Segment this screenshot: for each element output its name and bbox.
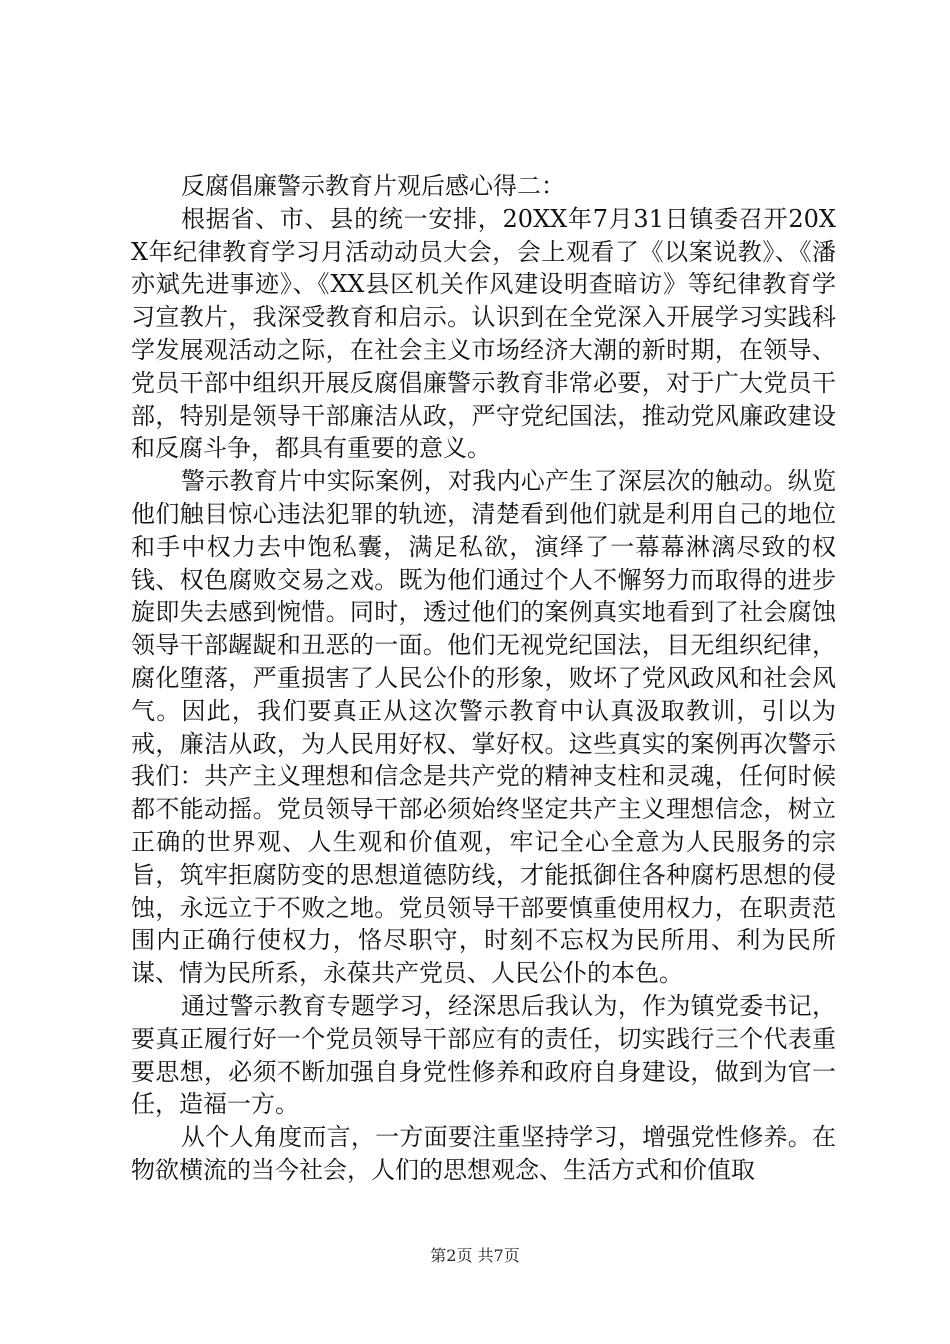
paragraph-2: 警示教育片中实际案例，对我内心产生了深层次的触动。纵览他们触目惊心违法犯罪的轨迹，清楚看到他们就是利用自己的地位和手中权力去中饱私囊，满足私欲，演绎了一幕幕淋漓尽致的权钱、权色腐败交易之戏。既为他们通过个人不懈努力而取得的进步旋即失去感到惋惜。同时，透过他们的案例真实地看到了社会腐蚀领导干部龌龊和丑恶的一面。他们无视党纪国法，目无组织纪律，腐化堕落，严重损害了人民公仆的形象，败坏了党风政风和社会风气。因此，我们要真正从这次警示教育中认真汲取教训，引以为戒，廉洁从政，为人民用好权、掌好权。这些真实的案例再次警示我们：共产主义理想和信念是共产党的精神支柱和灵魂，任何时候都不能动摇。党员领导干部必须始终坚定共产主义理想信念，树立正确的世界观、人生观和价值观，牢记全心全意为人民服务的宗旨，筑牢拒腐防变的思想道德防线，才能抵御住各种腐朽思想的侵蚀，永远立于不败之地。党员领导干部要慎重使用权力，在职责范围内正确行使权力，恪尽职守，时刻不忘权为民所用、利为民所谋、情为民所系，永葆共产党员、人民公仆的本色。	[131, 467, 836, 988]
document-body	[131, 170, 836, 1187]
paragraph-1: 根据省、市、县的统一安排，20XX年7月31日镇委召开20XX年纪律教育学习月活动动员大会，会上观看了《以案说教》、《潘亦斌先进事迹》、《XX县区机关作风建设明查暗访》等纪律教育学习宣教片，我深受教育和启示。认识到在全党深入开展学习实践科学发展观活动之际，在社会主义市场经济大潮的新时期，在领导、党员干部中组织开展反腐倡廉警示教育非常必要，对于广大党员干部，特别是领导干部廉洁从政，严守党纪国法，推动党风廉政建设和反腐斗争，都具有重要的意义。	[131, 204, 836, 463]
document-heading: 反腐倡廉警示教育片观后感心得二：	[181, 172, 565, 200]
paragraph-3: 通过警示教育专题学习，经深思后我认为，作为镇党委书记，要真正履行好一个党员领导干部应有的责任，切实践行三个代表重要思想，必须不断加强自身党性修养和政府自身建设，做到为官一任，造福一方。	[131, 991, 836, 1119]
paragraph-4: 从个人角度而言，一方面要注重坚持学习，增强党性修养。在物欲横流的当今社会，人们的思想观念、生活方式和价值取	[131, 1123, 836, 1184]
page-number-footer: 第2页 共7页	[430, 1246, 520, 1265]
